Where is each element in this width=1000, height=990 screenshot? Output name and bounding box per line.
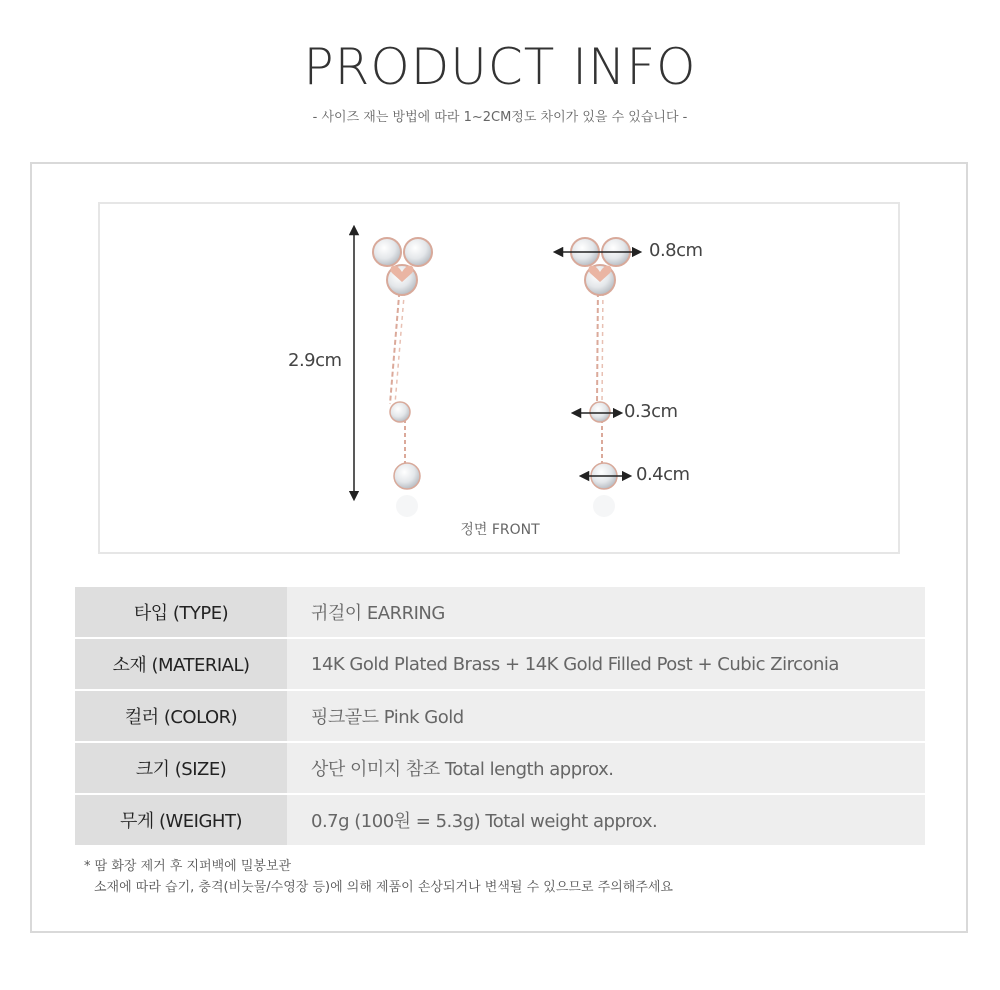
earring-left xyxy=(373,238,432,517)
spec-table xyxy=(75,587,925,847)
spec-value: 14K Gold Plated Brass + 14K Gold Filled Post + Cubic Zirconia xyxy=(287,638,925,690)
spec-value: 0.7g (100원 = 5.3g) Total weight approx. xyxy=(287,794,925,846)
care-note: * 땀 화장 제거 후 지퍼백에 밀봉보관 xyxy=(84,859,292,874)
spec-key: 타입 (TYPE) xyxy=(75,587,287,638)
page-title: PRODUCT INFO xyxy=(303,38,697,96)
care-note: 소재에 따라 습기, 충격(비눗물/수영장 등)에 의해 제품이 손상되거나 변색될 수 있으므로 주의해주세요 xyxy=(94,880,673,895)
product-image-box xyxy=(98,202,900,554)
spec-key: 소재 (MATERIAL) xyxy=(75,638,287,690)
bottom-stone-label: 0.4cm xyxy=(636,464,690,485)
table-row xyxy=(75,587,925,638)
page-subtitle: - 사이즈 재는 방법에 따라 1~2CM정도 차이가 있을 수 있습니다 - xyxy=(312,110,688,125)
earring-illustration xyxy=(100,204,902,556)
table-row xyxy=(75,742,925,794)
small-stone-label: 0.3cm xyxy=(624,401,678,422)
care-notes xyxy=(84,856,673,898)
spec-value: 핑크골드 Pink Gold xyxy=(287,690,925,742)
spec-value: 귀걸이 EARRING xyxy=(287,587,925,638)
image-caption: 정면 FRONT xyxy=(460,522,540,538)
spec-key: 무게 (WEIGHT) xyxy=(75,794,287,846)
table-row xyxy=(75,638,925,690)
spec-key: 컬러 (COLOR) xyxy=(75,690,287,742)
length-label: 2.9cm xyxy=(288,350,342,371)
spec-value: 상단 이미지 참조 Total length approx. xyxy=(287,742,925,794)
earring-right xyxy=(571,238,630,517)
spec-key: 크기 (SIZE) xyxy=(75,742,287,794)
table-row xyxy=(75,690,925,742)
table-row xyxy=(75,794,925,846)
top-width-label: 0.8cm xyxy=(649,240,703,261)
